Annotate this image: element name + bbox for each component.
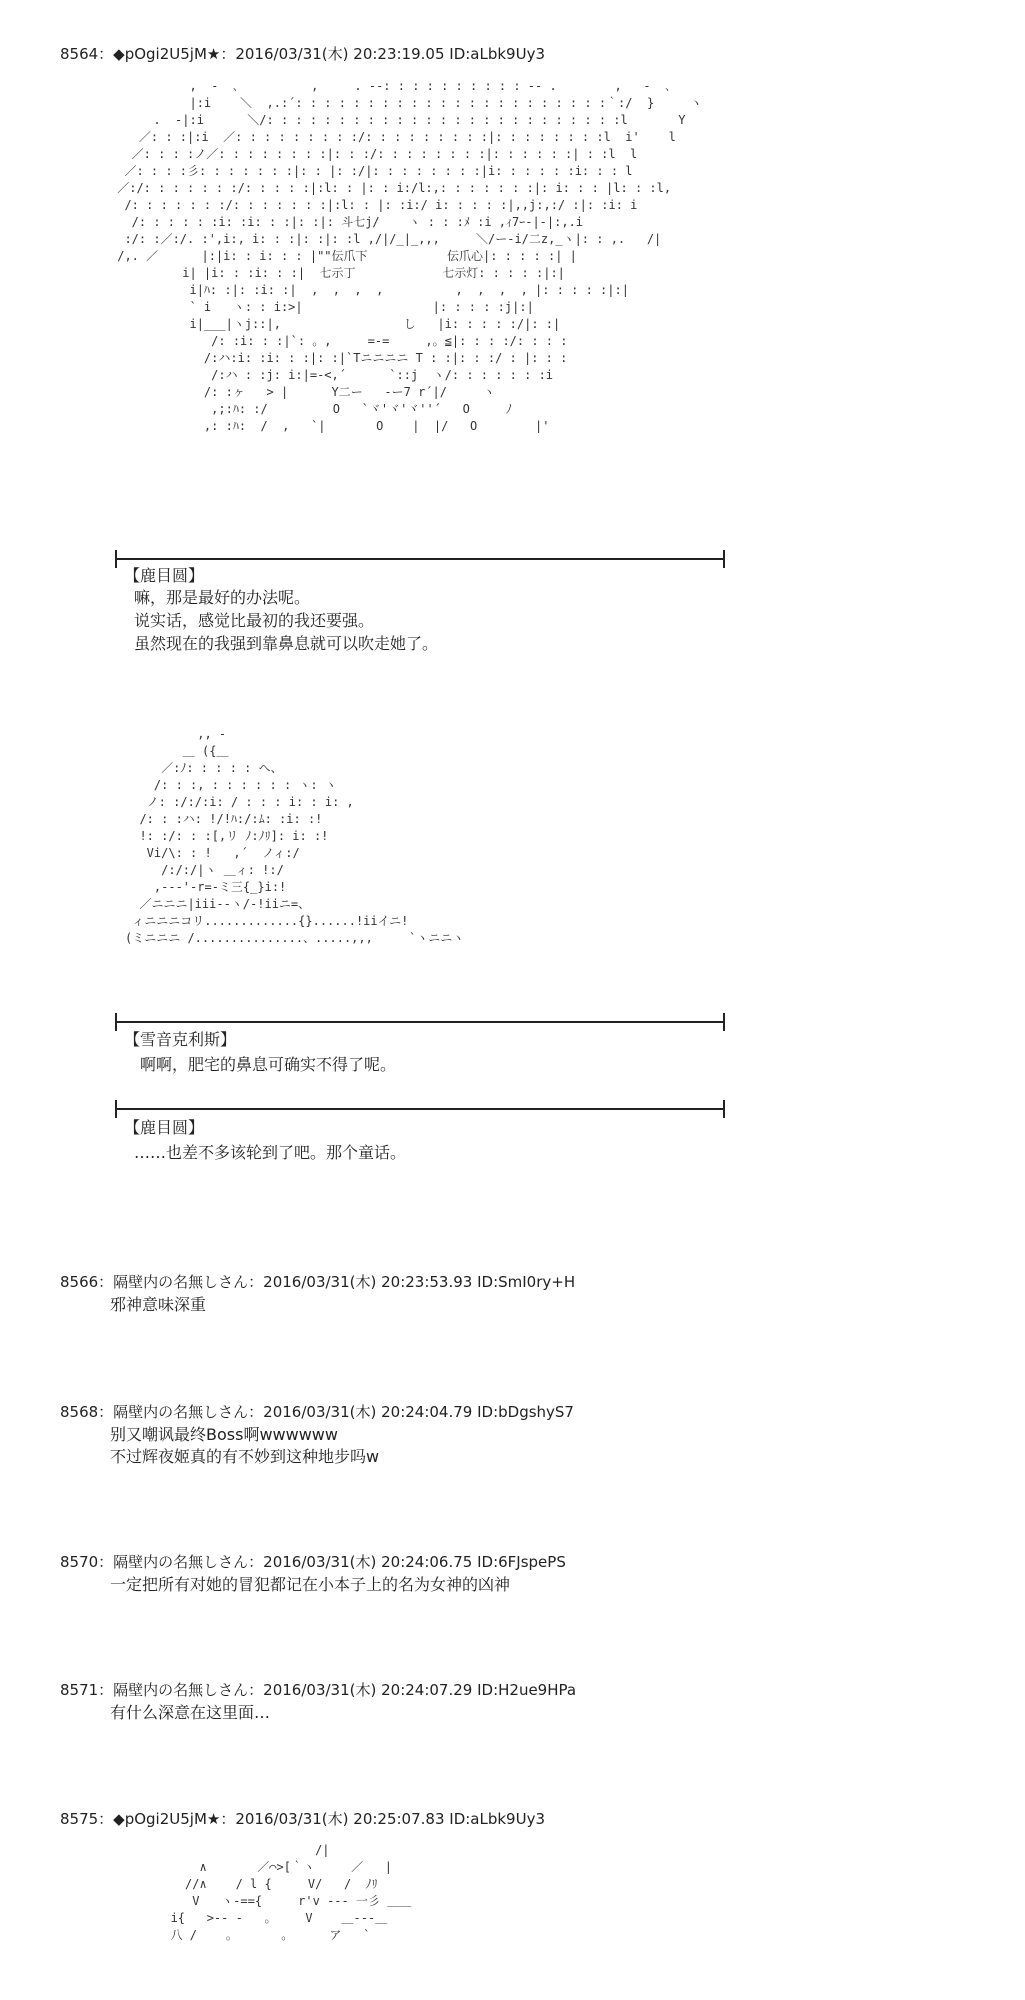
post-body-line: 不过辉夜姬真的有不妙到这种地步吗w (110, 1447, 380, 1466)
post-header-8575: 8575：◆pOgi2U5jM★：2016/03/31(木) 20:25:07.83 ID:aLbk9Uy3 (60, 1810, 545, 1828)
dialogue-speaker: 【雪音克利斯】 (124, 1030, 237, 1049)
separator (115, 1108, 725, 1110)
dialogue-line: 啊啊，肥宅的鼻息可确实不得了呢。 (140, 1055, 397, 1074)
post-body-line: 有什么深意在这里面… (110, 1703, 271, 1722)
post-header-8564: 8564：◆pOgi2U5jM★：2016/03/31(木) 20:23:19.05 ID:aLbk9Uy3 (60, 45, 545, 63)
dialogue-speaker: 【鹿目圆】 (124, 566, 205, 585)
separator (115, 558, 725, 560)
separator (115, 1021, 725, 1023)
dialogue-line: 嘛，那是最好的办法呢。 (134, 588, 311, 607)
dialogue-line: 说实话，感觉比最初的我还要强。 (134, 611, 375, 630)
ascii-art-characters: , - ､ , . -‐: : : : : : : : : : ‐- . , - ､ |:i ＼ ,.:´: : : : : : : : : : : : : : : : : : : : : :｀:/ } ヽ . -|:i ＼/: : : : : : : : : : : : : : : : : : : : : : : : :l Y ／: : :|:i ／: : : : : : : : :/: : : : : : : : :|: : : : : : : :l i' l ／: : : :ノ／: : : : : : : :|: : :/: : : : : : : :|: : : : : :| : :l l ／: : : :彡: : : : : : :|: : |: :/|: : : : : : : :|i: : : : : :i: : : l ／:/: : : : : : :/: : : : :|:l: : |: : i:/l:,: : : : : : :|: i: : : |l: : :l, /: : : : : : :/: : : : : : :|:l: : |: :i:/ i: : : : :|,,j:,:/ :|: :i: i /: : : : : :i: :i: : :|: :|: 斗七j/ ヽ : : :ﾒ :i ,ｨ7ｰ‐|-|:,.i :/: :／:/. :',i:, i: : :|: :|: :l ,/|/_|_,,, ＼/ー-i/二z,_ヽ|: : ,. /| /,. ／ |:|i: : i: : : |""伝爪下 伝爪心|: : : : :| | i| |i: : :i: : :| 七示丁 七示灯: : : : :|:| i|ﾊ: :|: :i: :| , , , , , , , , |: : : : :|:| ` i ヽ: : i:>| |: : : : :j|:| i|___|ヽj::|, し |i: : : : :/|: :| /: :i: : :|`: 。, =‐= ,。≦|: : : :/: : : : /:ハ:i: :i: : :|: :|`Tニニニニ T : :|: : :/ : |: : : /:ハ : :j: i:|=‐<,´ `::j ヽ/: : : : : : :i /: :ヶ > | Y二ー ‐ー7 r´|/ ヽ ,;:ﾊ: :/ O `ヾ'ヾ'ヾ''´ O ﾉ ,: :ﾊ: / , `| O | |/ O |' (117, 79, 703, 433)
post-body-line: 一定把所有对她的冒犯都记在小本子上的名为女神的凶神 (110, 1575, 511, 1594)
ascii-art-character-2: ,, - ＿ ({＿ ／:ﾉ: : : : : へ、 /: : :, : : : : : : ヽ: ヽ ノ: :/:/:i: / : : : i: : i: , /: : :ハ: !/!ﾊ:/:ﾑ: :i: :! !: :/: : :[,リ ﾉ:ﾉﾘ]: i: :! Vi/\: : ! ,´ ノィ:/ /:/:/|ヽ ＿ィ: !:/ ,-‐‐'‐r=‐ミ三{_}i:! ／ニニニ|iii‐‐ヽ/‐!iiニ=、 ィニニニコリ.............{}......!iiイニ! (ミニニニ /...............、.....,,, `ヽニニヽ (125, 727, 465, 945)
post-header-8566: 8566：隔壁内の名無しさん：2016/03/31(木) 20:23:53.93 ID:SmI0ry+H (60, 1273, 576, 1291)
post-body-line: 别又嘲讽最终Boss啊wwwwww (110, 1425, 338, 1444)
post-header-8570: 8570：隔壁内の名無しさん：2016/03/31(木) 20:24:06.75 ID:6FJspePS (60, 1553, 566, 1571)
dialogue-line: ……也差不多该轮到了吧。那个童话。 (134, 1143, 407, 1162)
dialogue-speaker: 【鹿目圆】 (124, 1118, 205, 1137)
post-body-line: 邪神意味深重 (110, 1295, 207, 1314)
post-header-8571: 8571：隔壁内の名無しさん：2016/03/31(木) 20:24:07.29 ID:H2ue9HPa (60, 1681, 577, 1699)
dialogue-line: 虽然现在的我强到靠鼻息就可以吹走她了。 (134, 634, 439, 653)
post-header-8568: 8568：隔壁内の名無しさん：2016/03/31(木) 20:24:04.79 ID:bDgshyS7 (60, 1403, 574, 1421)
ascii-art-character-3: /| ∧ ／⌒>[｀ヽ ／ | //∧ / l { V/ / ﾉﾘ V ヽ-=={ r'v ‐-‐ 一彡 ＿＿ i{ >-‐ ‐ 。 V ＿‐‐‐＿ 八 / 。 。 ア ` (170, 1843, 412, 1942)
